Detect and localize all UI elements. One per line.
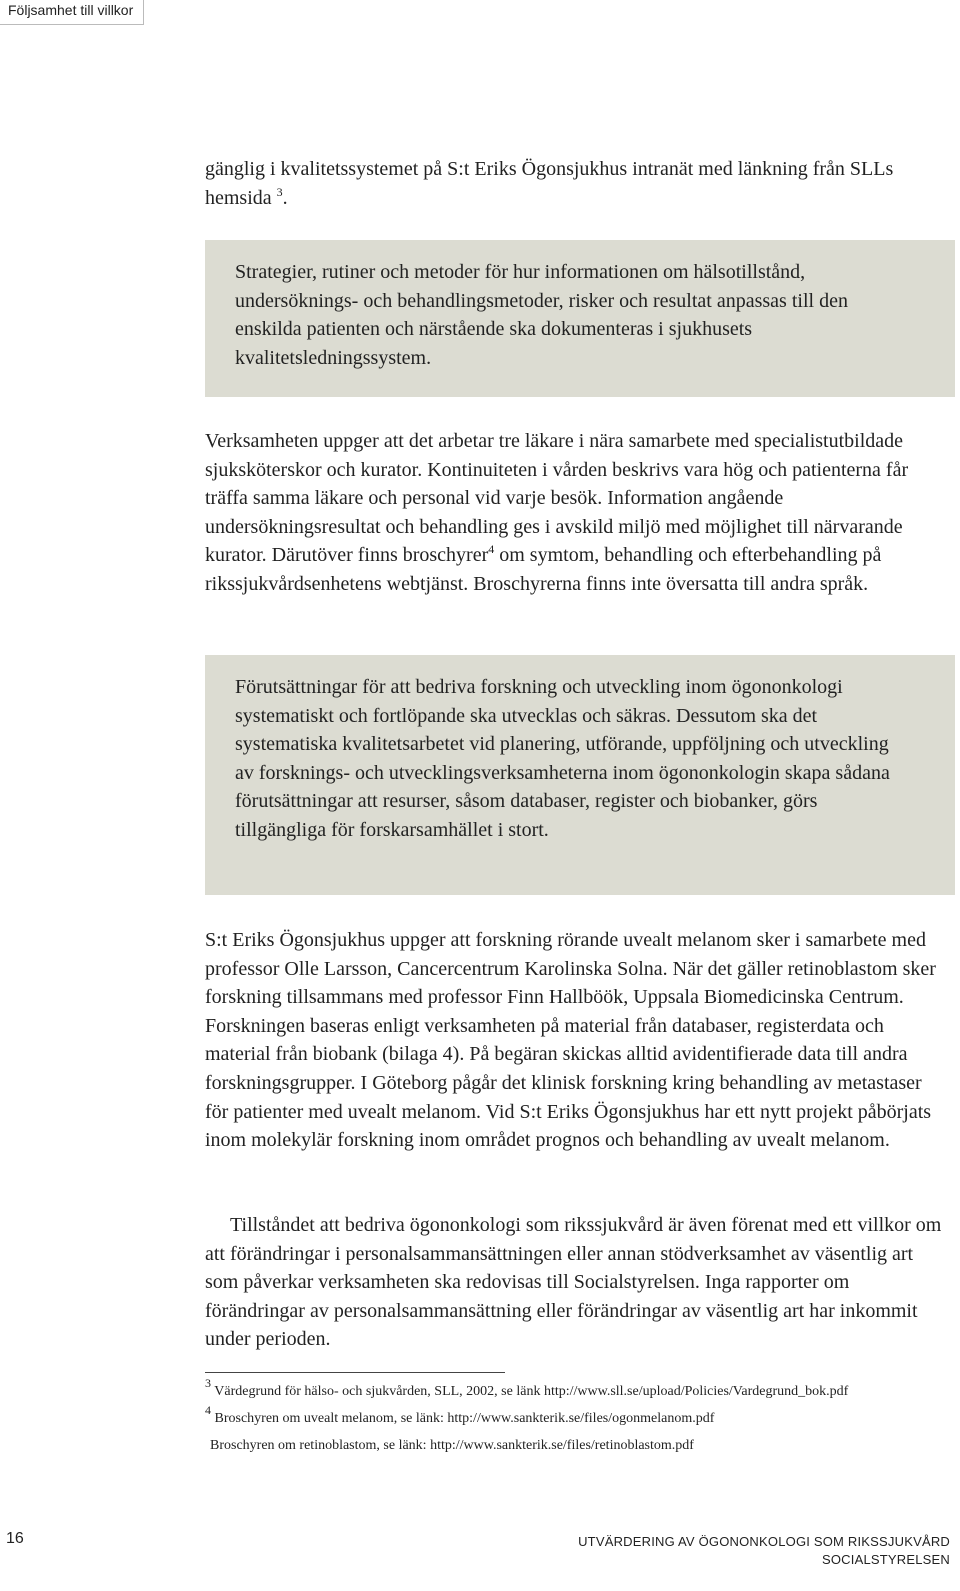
footnote-divider	[205, 1372, 505, 1373]
footnote-text[interactable]: Värdegrund för hälso- och sjukvården, SLL, 2002, se länk http://www.sll.se/upload/Policies/Vardegrund_bok.pdf	[214, 1384, 849, 1399]
paragraph-tillstandet-text: Tillståndet att bedriva ögononkologi som rikssjukvård är även förenat med ett villkor om att förändringar i personalsammansättningen eller annan stödverksamhet av väsentlig art som påverkar verksamheten ska redovisas till Socialstyrelsen. Inga rapporter om förändringar av personalsammansättning eller förändringar av väsentlig art har inkommit under perioden.	[205, 1214, 942, 1351]
paragraph-verksamheten	[205, 427, 950, 599]
page-number: 16	[6, 1530, 24, 1547]
paragraph-intro-text: gänglig i kvalitetssystemet på S:t Eriks Ögonsjukhus intranät med länkning från SLLs hemsida	[205, 158, 894, 209]
footer-title	[578, 1533, 950, 1569]
requirement-box-strategier	[205, 240, 955, 397]
paragraph-verksamheten-text-end: om symtom, behandling och efterbehandling på rikssjukvårdsenhetens webtjänst. Broschyrerna finns inte översatta till andra språk.	[205, 544, 882, 595]
requirement-text-forutsattningar: Förutsättningar för att bedriva forskning och utveckling inom ögononkologi systematiskt och fortlöpande ska utvecklas och säkras. Dessutom ska det systematiska kvalitetsarbetet vid planering, utförande, uppföljning och utveckling av forsknings- och utvecklingsverksamheterna inom ögononkologin skapa sådana förutsättningar att resurser, såsom databaser, register och biobanker, görs tillgängliga för forskarsamhället i stort.	[235, 676, 890, 841]
footnote-number: 4	[205, 1403, 211, 1417]
paragraph-tillstandet	[205, 1211, 950, 1354]
running-header-title: Följsamhet till villkor	[8, 2, 134, 18]
requirement-text-strategier: Strategier, rutiner och metoder för hur informationen om hälsotillstånd, undersöknings- och behandlingsmetoder, risker och resultat anpassas till den enskilda patienten och närstående ska dokumenteras i sjukhusets kvalitetsledningssystem.	[235, 261, 848, 369]
footnote-ref-3[interactable]: 3	[276, 184, 283, 199]
footnote-text[interactable]: Broschyren om uvealt melanom, se länk: http://www.sankterik.se/files/ogonmelanom.pdf	[214, 1411, 715, 1426]
footnote-text[interactable]: Broschyren om retinoblastom, se länk: http://www.sankterik.se/files/retinoblastom.pdf	[210, 1438, 694, 1453]
footer-publisher: SOCIALSTYRELSEN	[822, 1552, 950, 1567]
paragraph-intro-end: .	[282, 186, 288, 209]
footnote-4-continued	[210, 1437, 694, 1455]
requirement-box-forutsattningar	[205, 655, 955, 895]
footnote-3	[205, 1376, 849, 1401]
footnote-ref-4[interactable]: 4	[488, 542, 495, 557]
footer-report-title: UTVÄRDERING AV ÖGONONKOLOGI SOM RIKSSJUKVÅRD	[578, 1534, 950, 1549]
running-header	[0, 0, 144, 25]
footnote-4	[205, 1403, 715, 1428]
paragraph-forskning: S:t Eriks Ögonsjukhus uppger att forskning rörande uvealt melanom sker i samarbete med professor Olle Larsson, Cancercentrum Karolinska Solna. När det gäller retinoblastom sker forskning tillsammans med professor Finn Hallböök, Uppsala Biomedicinska Centrum. Forskningen baseras enligt verksamheten på material från databaser, registerdata och material från biobank (bilaga 4). På begäran skickas alltid avidentifierade data till andra forskningsgrupper. I Göteborg pågår det klinisk forskning kring behandling av metastaser för patienter med uvealt melanom. Vid S:t Eriks Ögonsjukhus har ett nytt projekt påbörjats inom molekylär forskning inom området prognos och behandling av uvealt melanom.	[205, 929, 936, 1152]
footnote-number: 3	[205, 1376, 211, 1390]
paragraph-verksamheten-text: Verksamheten uppger att det arbetar tre läkare i nära samarbete med specialistutbildade sjuksköterskor och kurator. Kontinuiteten i vården beskrivs vara hög och patienterna får träffa samma läkare och personal vid varje besök. Information angående undersökningsresultat och behandling ges i avskild miljö med möjlighet till närvarande kurator. Därutöver finns broschyrer	[205, 430, 909, 567]
paragraph-intro	[205, 155, 950, 212]
